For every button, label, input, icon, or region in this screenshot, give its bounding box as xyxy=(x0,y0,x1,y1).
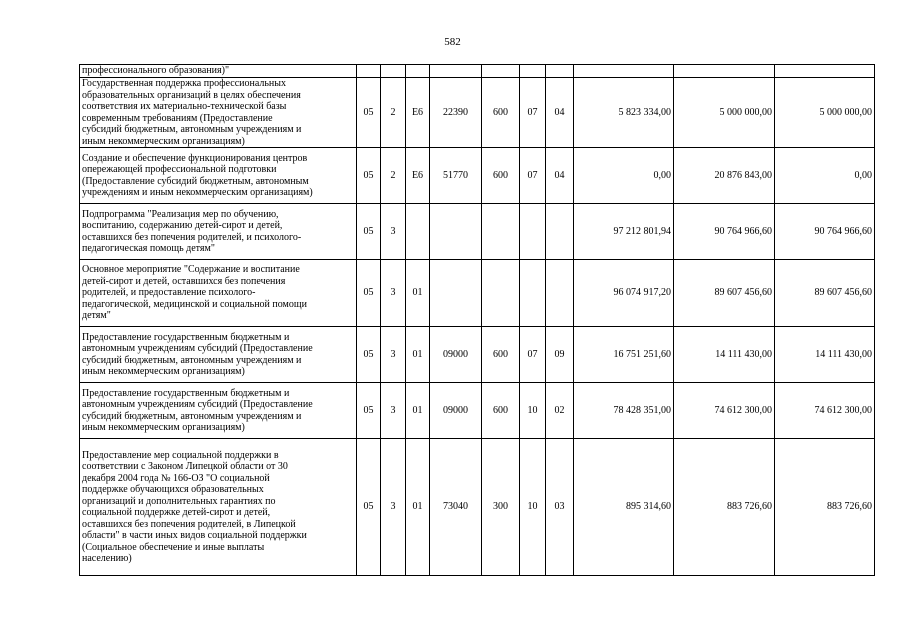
description-line: Предоставление государственным бюджетным и xyxy=(82,387,290,399)
subsection-code xyxy=(546,204,574,260)
expense-type-code: 600 xyxy=(482,148,520,204)
table-row xyxy=(80,78,875,148)
program-code: 05 xyxy=(357,148,381,204)
amount-year-2: 14 111 430,00 xyxy=(674,327,775,383)
amount-year-1: 97 212 801,94 xyxy=(574,204,674,260)
subsection-code: 04 xyxy=(546,78,574,148)
activity-code: 01 xyxy=(406,327,430,383)
amount-year-1 xyxy=(574,65,674,78)
description-line: оставшихся без попечения родителей, в Липецкой xyxy=(82,518,296,530)
page-number: 582 xyxy=(444,36,461,48)
table-row xyxy=(80,383,875,439)
description-line: иным некоммерческим организациям) xyxy=(82,366,245,377)
description-line: Основное мероприятие "Содержание и воспитание xyxy=(82,264,300,276)
table-row xyxy=(80,148,875,204)
budget-table xyxy=(79,64,875,576)
section-code xyxy=(520,65,546,78)
description-line: педагогической, медицинской и социальной помощи xyxy=(82,298,307,310)
description-line: родителей, и предоставление психолого- xyxy=(82,287,256,299)
description-line: автономным учреждениям субсидий (Предоставление xyxy=(82,399,313,410)
description-line: образовательных организаций в целях обеспечения xyxy=(82,89,301,101)
description-line: Создание и обеспечение функционирования центров xyxy=(82,152,308,164)
row-description xyxy=(80,65,357,78)
direction-code xyxy=(430,260,482,327)
amount-year-3 xyxy=(775,65,875,78)
description-line: иным некоммерческим организациям) xyxy=(82,422,245,433)
subsection-code xyxy=(546,65,574,78)
section-code: 07 xyxy=(520,78,546,148)
description-line: воспитанию, содержанию детей-сирот и детей, xyxy=(82,220,283,231)
description-line: соответствия их материально-технической базы xyxy=(82,101,287,112)
amount-year-2: 883 726,60 xyxy=(674,439,775,576)
description-line: педагогическая помощь детям" xyxy=(82,243,215,254)
row-description xyxy=(80,148,357,204)
subprogram-code: 3 xyxy=(381,383,406,439)
table-row xyxy=(80,65,875,78)
description-line: Предоставление мер социальной поддержки в xyxy=(82,449,279,461)
description-line: Государственная поддержка профессиональных xyxy=(82,78,286,89)
activity-code xyxy=(406,204,430,260)
subprogram-code: 3 xyxy=(381,327,406,383)
expense-type-code xyxy=(482,204,520,260)
direction-code xyxy=(430,204,482,260)
section-code xyxy=(520,260,546,327)
subsection-code xyxy=(546,260,574,327)
amount-year-3: 0,00 xyxy=(775,148,875,204)
expense-type-code xyxy=(482,260,520,327)
amount-year-3: 74 612 300,00 xyxy=(775,383,875,439)
activity-code xyxy=(406,65,430,78)
program-code: 05 xyxy=(357,439,381,576)
subprogram-code: 2 xyxy=(381,78,406,148)
direction-code: 51770 xyxy=(430,148,482,204)
description-line: Предоставление государственным бюджетным и xyxy=(82,331,290,343)
table-row xyxy=(80,439,875,576)
section-code: 07 xyxy=(520,148,546,204)
description-line: иным некоммерческим организациям) xyxy=(82,135,245,147)
row-description xyxy=(80,260,357,327)
subsection-code: 02 xyxy=(546,383,574,439)
description-line: населению) xyxy=(82,553,132,564)
activity-code: 01 xyxy=(406,439,430,576)
amount-year-3: 5 000 000,00 xyxy=(775,78,875,148)
expense-type-code: 600 xyxy=(482,327,520,383)
description-line: (Предоставление субсидий бюджетным, автономным xyxy=(82,175,309,187)
subsection-code: 04 xyxy=(546,148,574,204)
description-line: оставшихся без попечения родителей, и психолого- xyxy=(82,231,302,243)
direction-code: 22390 xyxy=(430,78,482,148)
direction-code: 09000 xyxy=(430,327,482,383)
subprogram-code: 2 xyxy=(381,148,406,204)
description-line: профессионального образования)" xyxy=(82,65,230,77)
row-description xyxy=(80,327,357,383)
amount-year-2: 90 764 966,60 xyxy=(674,204,775,260)
activity-code: Е6 xyxy=(406,78,430,148)
direction-code: 73040 xyxy=(430,439,482,576)
amount-year-3: 14 111 430,00 xyxy=(775,327,875,383)
description-line: детей-сирот и детей, оставшихся без попечения xyxy=(82,275,286,287)
description-line: субсидий бюджетным, автономным учреждениям и xyxy=(82,124,302,135)
direction-code: 09000 xyxy=(430,383,482,439)
description-line: субсидий бюджетным, автономным учреждениям и xyxy=(82,354,302,366)
table-row xyxy=(80,204,875,260)
description-line: субсидий бюджетным, автономным учреждениям и xyxy=(82,410,302,422)
description-line: опережающей профессиональной подготовки xyxy=(82,164,277,175)
expense-type-code: 600 xyxy=(482,78,520,148)
program-code: 05 xyxy=(357,78,381,148)
subprogram-code: 3 xyxy=(381,260,406,327)
amount-year-1: 895 314,60 xyxy=(574,439,674,576)
activity-code: 01 xyxy=(406,383,430,439)
description-line: современным требованиям (Предоставление xyxy=(82,112,273,124)
description-line: (Социальное обеспечение и иные выплаты xyxy=(82,541,265,553)
subsection-code: 09 xyxy=(546,327,574,383)
amount-year-2 xyxy=(674,65,775,78)
amount-year-1: 78 428 351,00 xyxy=(574,383,674,439)
amount-year-2: 74 612 300,00 xyxy=(674,383,775,439)
table-row xyxy=(80,260,875,327)
amount-year-1: 16 751 251,60 xyxy=(574,327,674,383)
expense-type-code: 600 xyxy=(482,383,520,439)
amount-year-2: 20 876 843,00 xyxy=(674,148,775,204)
activity-code: 01 xyxy=(406,260,430,327)
program-code: 05 xyxy=(357,204,381,260)
description-line: автономным учреждениям субсидий (Предоставление xyxy=(82,343,313,354)
amount-year-1: 0,00 xyxy=(574,148,674,204)
description-line: организаций и дополнительных гарантиях по xyxy=(82,495,276,507)
subsection-code: 03 xyxy=(546,439,574,576)
row-description xyxy=(80,78,357,148)
program-code: 05 xyxy=(357,327,381,383)
amount-year-2: 89 607 456,60 xyxy=(674,260,775,327)
section-code: 07 xyxy=(520,327,546,383)
description-line: социальной поддержке детей-сирот и детей, xyxy=(82,507,271,518)
row-description xyxy=(80,383,357,439)
amount-year-1: 5 823 334,00 xyxy=(574,78,674,148)
program-code: 05 xyxy=(357,260,381,327)
activity-code: Е6 xyxy=(406,148,430,204)
section-code: 10 xyxy=(520,439,546,576)
description-line: детям" xyxy=(82,310,111,322)
program-code xyxy=(357,65,381,78)
expense-type-code: 300 xyxy=(482,439,520,576)
description-line: области" в части иных видов социальной поддержки xyxy=(82,530,307,541)
direction-code xyxy=(430,65,482,78)
section-code: 10 xyxy=(520,383,546,439)
description-line: соответствии с Законом Липецкой области от 30 xyxy=(82,461,288,472)
row-description xyxy=(80,439,357,576)
description-line: Подпрограмма "Реализация мер по обучению, xyxy=(82,208,279,220)
amount-year-3: 90 764 966,60 xyxy=(775,204,875,260)
section-code xyxy=(520,204,546,260)
subprogram-code xyxy=(381,65,406,78)
amount-year-3: 883 726,60 xyxy=(775,439,875,576)
amount-year-1: 96 074 917,20 xyxy=(574,260,674,327)
row-description xyxy=(80,204,357,260)
amount-year-3: 89 607 456,60 xyxy=(775,260,875,327)
amount-year-2: 5 000 000,00 xyxy=(674,78,775,148)
subprogram-code: 3 xyxy=(381,204,406,260)
description-line: учреждениям и иным некоммерческим организациям) xyxy=(82,187,313,198)
subprogram-code: 3 xyxy=(381,439,406,576)
table-row xyxy=(80,327,875,383)
description-line: поддержке обучающихся образовательных xyxy=(82,484,264,495)
expense-type-code xyxy=(482,65,520,78)
description-line: декабря 2004 года № 166-ОЗ "О социальной xyxy=(82,472,270,484)
program-code: 05 xyxy=(357,383,381,439)
